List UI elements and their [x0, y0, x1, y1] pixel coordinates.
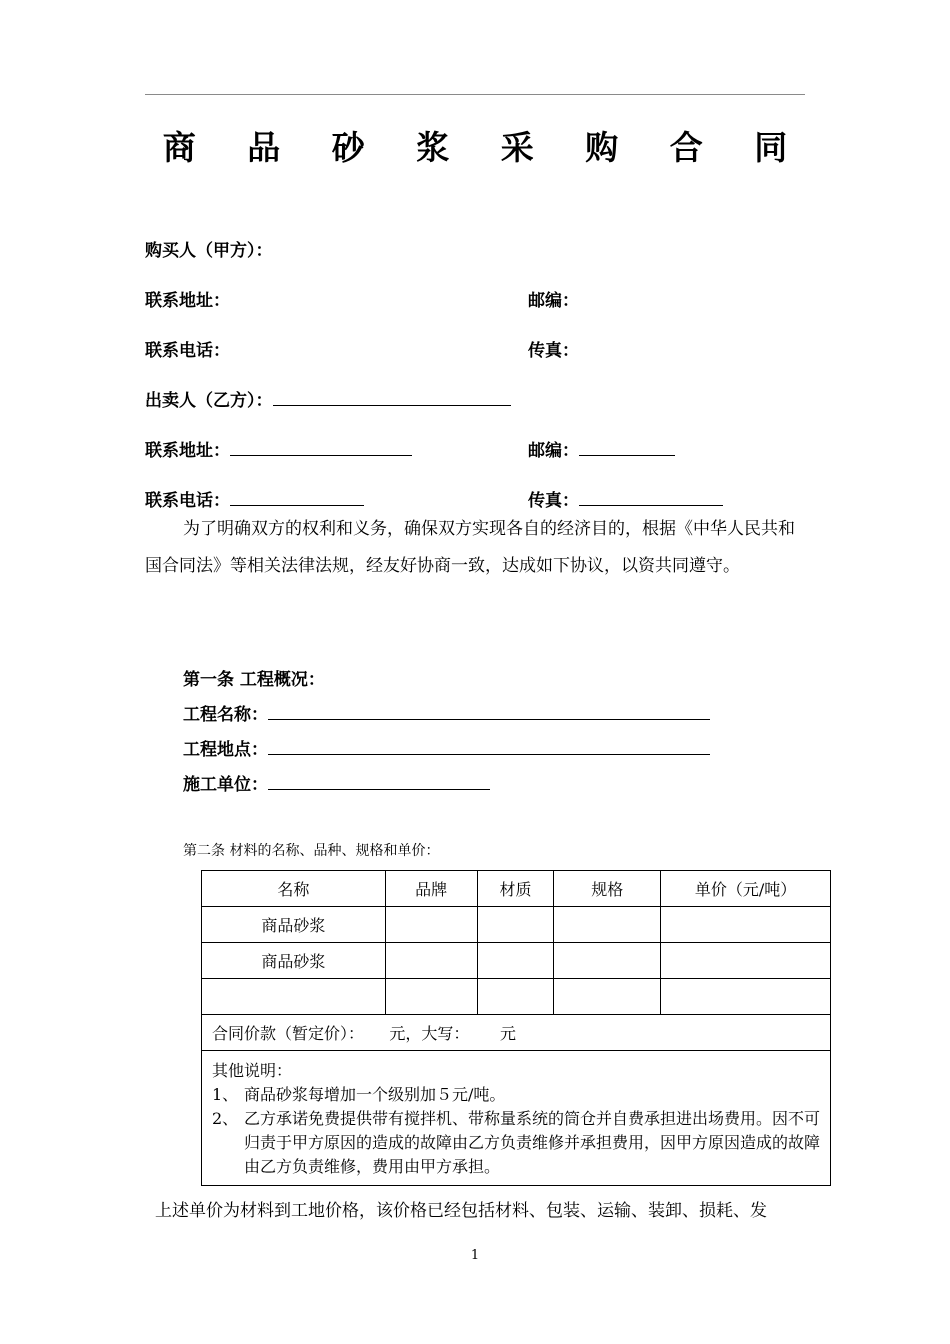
preamble-text: 为了明确双方的权利和义务，确保双方实现各自的经济目的，根据《中华人民共和国合同法》等相关法律法规，经友好协商一致，达成如下协议，以资共同遵守。: [145, 519, 795, 576]
table-row: [202, 979, 831, 1015]
seller-address-label: 联系地址：: [145, 441, 230, 461]
column-header: 规格: [554, 871, 661, 907]
table-cell[interactable]: [554, 943, 661, 979]
table-cell[interactable]: 商品砂浆: [202, 907, 386, 943]
table-row: [202, 907, 831, 943]
notes-row: [202, 1051, 831, 1186]
note-text: 乙方承诺免费提供带有搅拌机、带称量系统的筒仓并自费承担进出场费用。因不可归责于甲方原因的造成的故障由乙方负责维修并承担费用，因甲方原因造成的故障由乙方负责维修，费用由甲方承担。: [244, 1109, 821, 1176]
seller-postcode-blank[interactable]: [579, 439, 675, 456]
seller-phone-label: 联系电话：: [145, 491, 230, 511]
seller-address-line: [145, 436, 412, 461]
table-row: [202, 943, 831, 979]
table-cell[interactable]: [202, 979, 386, 1015]
column-header: 名称: [202, 871, 386, 907]
table-cell[interactable]: [661, 979, 831, 1015]
construction-unit-label: 施工单位：: [183, 775, 268, 795]
seller-line: [145, 386, 511, 411]
table-cell[interactable]: 商品砂浆: [202, 943, 386, 979]
construction-unit-blank[interactable]: [268, 773, 490, 790]
table-cell[interactable]: [385, 907, 477, 943]
table-cell[interactable]: [477, 979, 554, 1015]
project-location-line: [183, 735, 710, 760]
note-text: 商品砂浆每增加一个级别加５元/吨。: [244, 1085, 506, 1104]
column-header: 品牌: [385, 871, 477, 907]
preamble: [145, 511, 808, 585]
table-cell[interactable]: [554, 907, 661, 943]
project-name-line: [183, 700, 710, 725]
note-number: 2、: [212, 1109, 239, 1128]
note-item: [212, 1107, 822, 1179]
seller-postcode-line: [528, 436, 675, 461]
buyer-fax-label: 传真：: [528, 341, 579, 361]
column-header: 材质: [477, 871, 554, 907]
tail-text: 上述单价为材料到工地价格，该价格已经包括材料、包装、运输、装卸、损耗、发: [155, 1201, 767, 1221]
header-rule: [145, 94, 805, 95]
table-cell[interactable]: [477, 943, 554, 979]
table-cell[interactable]: [477, 907, 554, 943]
document-title: 商 品 砂 浆 采 购 合 同: [162, 128, 808, 167]
table-cell[interactable]: [661, 907, 831, 943]
price-row: [202, 1015, 831, 1051]
column-header: 单价（元/吨）: [661, 871, 831, 907]
project-name-label: 工程名称：: [183, 705, 268, 725]
project-location-blank[interactable]: [268, 738, 710, 755]
seller-fax-line: [528, 486, 723, 511]
seller-fax-blank[interactable]: [579, 489, 723, 506]
article2-heading: 第二条 材料的名称、品种、规格和单价：: [183, 843, 440, 859]
table-cell[interactable]: [385, 943, 477, 979]
notes-title: 其他说明：: [212, 1061, 293, 1080]
seller-fax-label: 传真：: [528, 491, 579, 511]
seller-address-blank[interactable]: [230, 439, 412, 456]
page-number: 1: [470, 1248, 480, 1263]
table-cell[interactable]: [554, 979, 661, 1015]
buyer-label: 购买人（甲方）：: [145, 241, 273, 261]
buyer-address-label: 联系地址：: [145, 291, 230, 311]
contract-price: 合同价款（暂定价）： 元，大写： 元: [202, 1015, 831, 1051]
project-location-label: 工程地点：: [183, 740, 268, 760]
article1-heading: 第一条 工程概况：: [183, 670, 325, 690]
notes-cell: [202, 1051, 831, 1186]
note-number: 1、: [212, 1085, 239, 1104]
construction-unit-line: [183, 770, 490, 795]
buyer-postcode-label: 邮编：: [528, 291, 579, 311]
seller-postcode-label: 邮编：: [528, 441, 579, 461]
seller-label: 出卖人（乙方）：: [145, 391, 273, 411]
table-header-row: [202, 871, 831, 907]
seller-name-blank[interactable]: [273, 389, 511, 406]
project-name-blank[interactable]: [268, 703, 710, 720]
table-cell[interactable]: [385, 979, 477, 1015]
table-cell[interactable]: [661, 943, 831, 979]
note-item: [212, 1083, 822, 1107]
buyer-phone-label: 联系电话：: [145, 341, 230, 361]
materials-table: [201, 870, 831, 1186]
seller-phone-blank[interactable]: [230, 489, 364, 506]
seller-phone-line: [145, 486, 364, 511]
